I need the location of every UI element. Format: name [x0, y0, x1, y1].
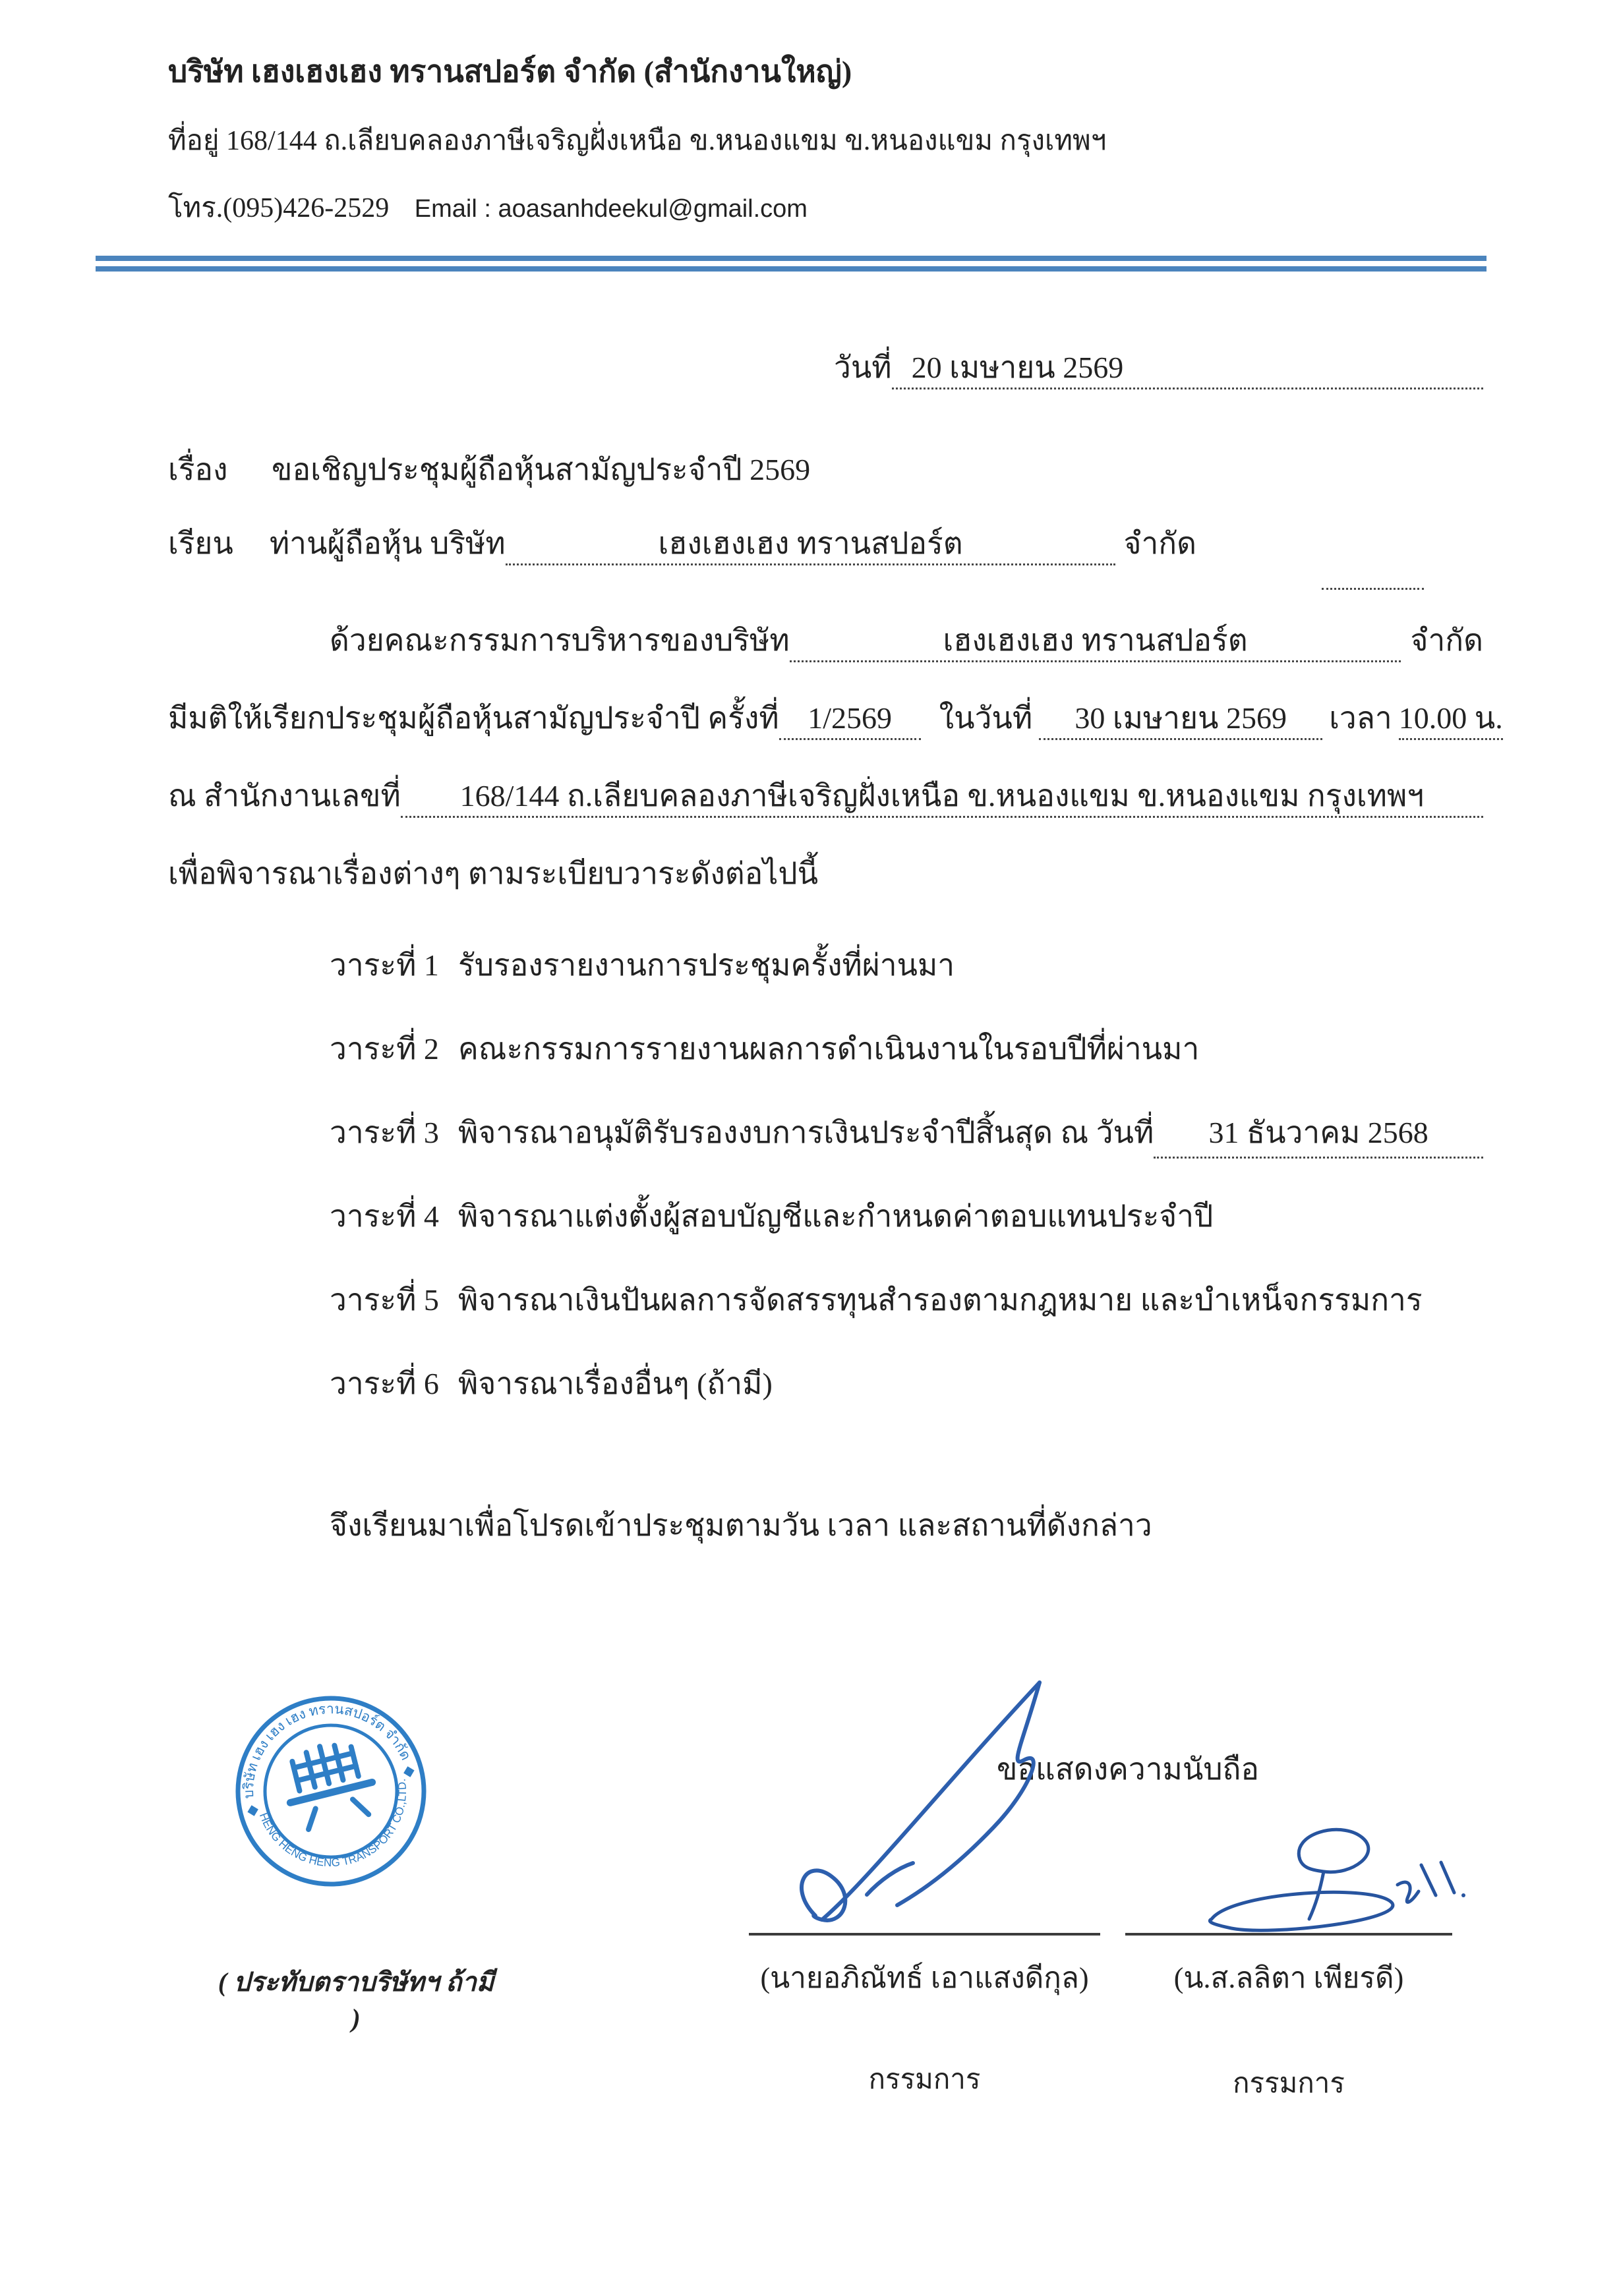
signatory-title-2: กรรมการ — [1233, 2069, 1345, 2099]
p3-lead: ณ สำนักงานเลขที่ — [168, 779, 401, 813]
agenda-no: วาระที่ 3 — [330, 1116, 439, 1149]
agenda-text: พิจารณาอนุมัติรับรองงบการเงินประจำปีสิ้นสุด ณ วันที่ — [458, 1116, 1154, 1149]
p1-lead: ด้วยคณะกรรมการบริหารของบริษัท — [330, 623, 790, 657]
header-divider — [96, 256, 1487, 272]
to-line — [168, 524, 1196, 565]
stamp-bottom-text: HENG HENG HENG TRANSPORT CO.,LTD. — [256, 1777, 409, 1870]
signoff-text: ขอแสดงความนับถือ — [996, 1752, 1259, 1786]
p1-company-fill: เฮงเฮงเฮง ทรานสปอร์ต — [790, 621, 1401, 662]
signature-line-1 — [749, 1933, 1100, 1936]
agenda-list — [330, 941, 1483, 1443]
date-line — [834, 348, 1483, 389]
agenda-no: วาระที่ 6 — [330, 1367, 439, 1400]
body-line-1 — [168, 621, 1483, 662]
signatory-name-1: (นายอภิณัทธ์ เอาแสงดีกุล) — [760, 1962, 1089, 1994]
agenda-item-6 — [330, 1360, 1483, 1443]
signature-director-2 — [1187, 1819, 1477, 1944]
p2-meeting-time: 10.00 น. — [1399, 699, 1503, 740]
stamp-heng-glyph — [279, 1736, 380, 1832]
date-value: 20 เมษายน 2569 — [892, 348, 1483, 389]
subject-line — [168, 450, 810, 490]
subject-label: เรื่อง — [168, 453, 228, 486]
contact-line — [168, 186, 808, 229]
p1-suffix: จำกัด — [1410, 623, 1483, 657]
agenda-text: พิจารณาเงินปันผลการจัดสรรทุนสำรองตามกฎหมาย และบำเหน็จกรรมการ — [458, 1283, 1423, 1317]
company-email: Email : aoasanhdeekul@gmail.com — [414, 195, 808, 223]
p3-address-fill: 168/144 ถ.เลียบคลองภาษีเจริญฝั่งเหนือ ข.หนองแขม ข.หนองแขม กรุงเทพฯ — [401, 776, 1483, 818]
p2-meeting-date: 30 เมษายน 2569 — [1039, 699, 1322, 740]
agenda-item-3 — [330, 1108, 1483, 1192]
agenda-no: วาระที่ 4 — [330, 1199, 439, 1233]
agenda-text: รับรองรายงานการประชุมครั้งที่ผ่านมา — [458, 948, 955, 982]
p2-meeting-no: 1/2569 — [779, 699, 921, 740]
stamp-caption: ( ประทับตราบริษัทฯ ถ้ามี ) — [218, 1967, 494, 2033]
p2-mid2: เวลา — [1329, 701, 1392, 735]
dotted-fragment — [1322, 588, 1424, 590]
p2-lead: มีมติให้เรียกประชุมผู้ถือหุ้นสามัญประจำปี ครั้งที่ — [168, 701, 779, 735]
agenda-text: คณะกรรมการรายงานผลการดำเนินงานในรอบปีที่ผ่านมา — [458, 1032, 1200, 1066]
to-prefix: ท่านผู้ถือหุ้น บริษัท — [269, 527, 506, 560]
agenda-no: วาระที่ 5 — [330, 1283, 439, 1317]
signature-line-2 — [1125, 1933, 1452, 1936]
agenda-item-1 — [330, 941, 1483, 1025]
agenda-item-2 — [330, 1025, 1483, 1108]
signature-director-1 — [768, 1671, 1084, 1934]
company-name: บริษัท เฮงเฮงเฮง ทรานสปอร์ต จำกัด (สำนักงานใหญ่) — [168, 55, 852, 88]
agenda-text: พิจารณาเรื่องอื่นๆ (ถ้ามี) — [458, 1367, 773, 1400]
agenda-text: พิจารณาแต่งตั้งผู้สอบบัญชีและกำหนดค่าตอบแทนประจำปี — [458, 1199, 1214, 1233]
company-phone: โทร.(095)426-2529 — [168, 193, 390, 223]
closing-line: จึงเรียนมาเพื่อโปรดเข้าประชุมตามวัน เวลา และสถานที่ดังกล่าว — [330, 1508, 1152, 1542]
stamp-top-text: บริษัท เฮง เฮง เฮง ทรานสปอร์ต จำกัด — [240, 1700, 415, 1799]
to-company-fill: เฮงเฮงเฮง ทรานสปอร์ต — [506, 524, 1116, 565]
body-line-2 — [168, 699, 1503, 740]
agenda-no: วาระที่ 1 — [330, 948, 439, 982]
signatory-title-1: กรรมการ — [868, 2065, 981, 2095]
date-label: วันที่ — [834, 351, 892, 384]
company-address: ที่อยู่ 168/144 ถ.เลียบคลองภาษีเจริญฝั่งเหนือ ข.หนองแขม ข.หนองแขม กรุงเทพฯ — [168, 126, 1107, 156]
p2-mid1: ในวันที่ — [939, 701, 1033, 735]
agenda-item-4 — [330, 1192, 1483, 1276]
signatory-name-2: (น.ส.ลลิตา เพียรดี) — [1173, 1962, 1404, 1994]
body-line-3 — [168, 776, 1483, 818]
agenda-fill-date: 31 ธันวาคม 2568 — [1154, 1108, 1483, 1159]
agenda-no: วาระที่ 2 — [330, 1032, 439, 1066]
to-label: เรียน — [168, 527, 233, 560]
svg-text:บริษัท เฮง เฮง เฮง ทรานสปอร์ต — [232, 1692, 415, 1802]
agenda-item-5 — [330, 1276, 1483, 1360]
subject-text: ขอเชิญประชุมผู้ถือหุ้นสามัญประจำปี 2569 — [272, 453, 811, 486]
body-line-4: เพื่อพิจารณาเรื่องต่างๆ ตามระเบียบวาระดังต่อไปนี้ — [168, 857, 819, 890]
company-stamp — [232, 1692, 430, 1890]
to-suffix: จำกัด — [1123, 527, 1196, 560]
